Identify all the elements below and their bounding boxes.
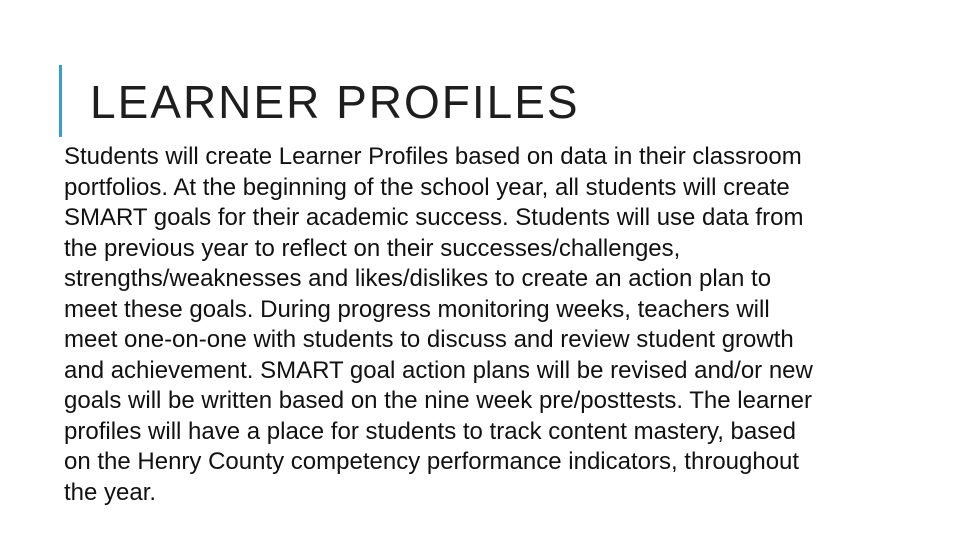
body-line: profiles will have a place for students to track content mastery, based <box>64 417 796 445</box>
title-accent-bar <box>59 65 62 137</box>
body-line: meet these goals. During progress monitoring weeks, teachers will <box>64 295 770 323</box>
body-line: and achievement. SMART goal action plans will be revised and/or new <box>64 356 813 384</box>
body-line: goals will be written based on the nine week pre/posttests. The learner <box>64 387 812 414</box>
body-paragraph <box>64 142 948 508</box>
body-line: portfolios. At the beginning of the school year, all students will create <box>64 173 790 201</box>
body-line: the previous year to reflect on their successes/challenges, <box>64 234 681 262</box>
body-line: SMART goals for their academic success. Students will use data from <box>64 204 804 231</box>
body-line: the year. <box>64 478 157 506</box>
body-line: Students will create Learner Profiles based on data in their classroom <box>64 143 802 170</box>
body-line: on the Henry County competency performance indicators, throughout <box>64 448 800 475</box>
slide-title: LEARNER PROFILES <box>90 76 580 128</box>
body-line: meet one-on-one with students to discuss and review student growth <box>64 326 794 353</box>
body-line: strengths/weaknesses and likes/dislikes to create an action plan to <box>64 265 772 292</box>
